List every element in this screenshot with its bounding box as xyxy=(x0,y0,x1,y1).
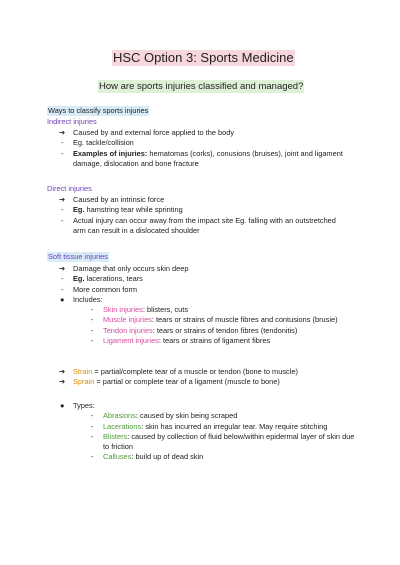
dash-bullet-icon: - xyxy=(61,148,64,158)
direct-cause: Caused by an intrinsic force xyxy=(73,195,165,204)
soft-section xyxy=(47,264,387,346)
indirect-heading: Indirect injuries xyxy=(47,117,97,126)
direct-impact-cont: arm can result in a dislocated shoulder xyxy=(73,225,200,235)
dot-bullet-icon: ● xyxy=(60,294,65,304)
soft-heading: Soft tissue injuries xyxy=(48,252,108,261)
dash-bullet-icon: - xyxy=(61,205,64,215)
dot-bullet-icon: ● xyxy=(60,401,65,410)
type-item: Blisters: caused by collection of fluid below/within epidermal layer of skin due xyxy=(103,431,355,441)
direct-example: Eg. hamstring tear while sprinting xyxy=(73,205,183,215)
arrow-bullet-icon: ➔ xyxy=(59,195,66,204)
indirect-cause: Caused by and external force applied to the body xyxy=(73,128,235,137)
type-item: Abrasions: caused by skin being scraped xyxy=(103,411,238,421)
type-item: Lacerations: skin has incurred an irregular tear. May require stitching xyxy=(103,421,328,431)
include-item: Skin injuries: blisters, cuts xyxy=(103,305,189,315)
indirect-examples-line: Examples of injuries: hematomas (corks), conusions (bruises), joint and ligament xyxy=(73,148,343,158)
direct-impact: Actual injury can occur away from the impact site Eg. falling with an outstretched xyxy=(73,215,336,225)
strain-definition: Strain = partial/complete tear of a muscle or tendon (bone to muscle) xyxy=(73,367,298,376)
include-item: Tendon injuries: tears or strains of tendon fibres (tendonitis) xyxy=(103,325,298,335)
arrow-bullet-icon: ➔ xyxy=(59,128,66,137)
classify-heading: Ways to classify sports injuries xyxy=(48,106,149,115)
title-highlight: HSC Option 3: Sports Medicine xyxy=(113,50,294,65)
soft-definition: Damage that only occurs skin deep xyxy=(73,264,189,273)
type-item-cont: to friction xyxy=(103,442,133,452)
dash-bullet-icon: - xyxy=(91,305,94,315)
dash-bullet-icon: - xyxy=(61,138,64,148)
type-item: Calluses: build up of dead skin xyxy=(103,452,204,462)
strain-sprain-section xyxy=(47,367,387,388)
types-heading: Types: xyxy=(73,401,95,410)
include-item: Muscle injuries: tears or strains of muscle fibres and contusions (brusie) xyxy=(103,315,338,325)
dash-bullet-icon: - xyxy=(61,284,64,294)
arrow-bullet-icon: ➔ xyxy=(59,377,66,387)
direct-section xyxy=(47,195,377,236)
page-subtitle xyxy=(98,80,304,93)
soft-common: More common form xyxy=(73,284,138,294)
sprain-definition: Sprain = partial or complete tear of a ligament (muscle to bone) xyxy=(73,377,280,387)
dash-bullet-icon: - xyxy=(91,336,94,346)
indirect-example: Eg. tackle/collision xyxy=(73,138,134,148)
dash-bullet-icon: - xyxy=(61,215,64,225)
dash-bullet-icon: - xyxy=(91,421,94,431)
dash-bullet-icon: - xyxy=(91,325,94,335)
dash-bullet-icon: - xyxy=(91,431,94,441)
indirect-examples-cont: damage, dislocation and bone fracture xyxy=(73,158,199,168)
dash-bullet-icon: - xyxy=(91,452,94,462)
arrow-bullet-icon: ➔ xyxy=(59,264,66,273)
direct-heading: Direct injuries xyxy=(47,184,92,193)
page-title xyxy=(112,50,295,66)
subtitle-highlight: How are sports injuries classified and managed? xyxy=(99,81,304,92)
dash-bullet-icon: - xyxy=(91,315,94,325)
arrow-bullet-icon: ➔ xyxy=(59,367,66,376)
dash-bullet-icon: - xyxy=(91,411,94,421)
types-section xyxy=(47,401,392,463)
soft-example: Eg. lacerations, tears xyxy=(73,274,143,284)
indirect-section xyxy=(47,128,377,169)
include-item: Ligament injuries: tears or strains of ligament fibres xyxy=(103,336,271,346)
dash-bullet-icon: - xyxy=(61,274,64,284)
soft-includes: Includes: xyxy=(73,294,103,304)
